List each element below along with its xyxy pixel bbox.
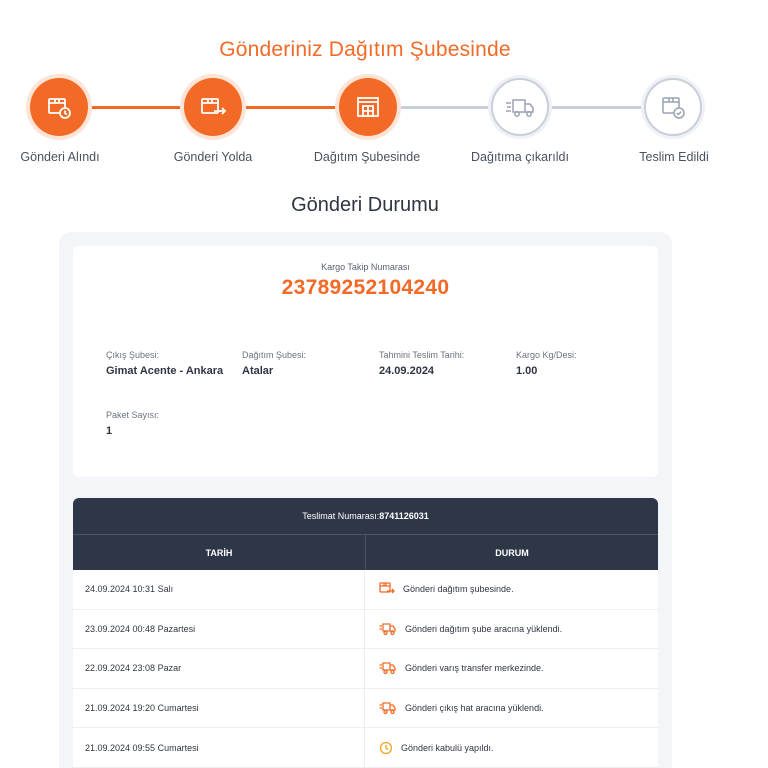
package-arrow-icon xyxy=(197,92,229,122)
weight-value: 1.00 xyxy=(516,365,538,377)
row-date: 23.09.2024 00:48 Pazartesi xyxy=(73,610,365,649)
row-status-text: Gönderi dağıtım şubesinde. xyxy=(403,584,514,595)
weight-field xyxy=(516,350,577,377)
delivery-truck-icon xyxy=(504,94,536,120)
tracking-label: Kargo Takip Numarası xyxy=(321,262,410,272)
progress-stepper xyxy=(0,78,768,178)
packages-field xyxy=(106,410,159,437)
eta-field xyxy=(379,350,464,377)
eta-value: 24.09.2024 xyxy=(379,365,435,377)
packages-value: 1 xyxy=(106,425,113,437)
dest-label: Dağıtım Şubesi: xyxy=(242,350,307,360)
row-date: 22.09.2024 23:08 Pazar xyxy=(73,649,365,688)
row-status xyxy=(365,689,658,728)
eta-label: Tahmini Teslim Tarihi: xyxy=(379,350,465,360)
step-5-circle xyxy=(644,78,702,136)
tracking-number: 23789252104240 xyxy=(281,276,450,299)
package-clock-icon xyxy=(44,92,74,122)
step-3-circle xyxy=(339,78,397,136)
truck-icon xyxy=(379,661,397,675)
delivery-label: Teslimat Numarası: xyxy=(302,511,380,521)
package-arrow-icon xyxy=(379,582,395,596)
dest-value: Atalar xyxy=(242,365,274,377)
col-status-header: DURUM xyxy=(495,548,529,558)
dest-field xyxy=(242,350,306,377)
truck-icon xyxy=(379,701,397,715)
step-4-circle xyxy=(491,78,549,136)
step-connector xyxy=(397,106,493,109)
shipment-info-card xyxy=(73,246,658,477)
step-2-circle xyxy=(184,78,242,136)
status-title: Gönderiniz Dağıtım Şubesinde xyxy=(219,38,511,61)
row-date: 21.09.2024 19:20 Cumartesi xyxy=(73,689,365,728)
row-status xyxy=(365,728,658,767)
step-4-label: Dağıtıma çıkarıldı xyxy=(471,150,569,164)
origin-value: Gimat Acente - Ankara xyxy=(106,365,224,377)
row-status xyxy=(365,610,658,649)
section-title: Gönderi Durumu xyxy=(291,194,439,216)
step-1-label: Gönderi Alındı xyxy=(20,150,100,164)
step-connector xyxy=(87,106,184,109)
warehouse-icon xyxy=(353,92,383,122)
step-3-label: Dağıtım Şubesinde xyxy=(313,150,421,164)
col-date-header: TARİH xyxy=(73,535,366,570)
row-status-text: Gönderi varış transfer merkezinde. xyxy=(405,663,544,674)
origin-field xyxy=(106,350,223,377)
history-table xyxy=(73,498,658,768)
table-row xyxy=(73,649,658,689)
delivery-number: 8741126031 xyxy=(379,511,429,521)
row-status-text: Gönderi kabulü yapıldı. xyxy=(401,742,494,753)
row-date: 24.09.2024 10:31 Salı xyxy=(73,570,365,609)
row-status xyxy=(365,570,658,609)
row-status xyxy=(365,649,658,688)
table-row xyxy=(73,610,658,650)
row-date: 21.09.2024 09:55 Cumartesi xyxy=(73,728,365,767)
clock-icon xyxy=(379,741,393,755)
package-check-icon xyxy=(658,92,688,122)
packages-label: Paket Sayısı: xyxy=(106,410,160,420)
row-status-text: Gönderi dağıtım şube aracına yüklendi. xyxy=(405,623,563,634)
weight-label: Kargo Kg/Desi: xyxy=(516,350,577,360)
table-row xyxy=(73,689,658,729)
table-row xyxy=(73,570,658,610)
origin-label: Çıkış Şubesi: xyxy=(106,350,160,360)
step-connector xyxy=(549,106,646,109)
delivery-number-header xyxy=(73,498,658,534)
step-connector xyxy=(242,106,339,109)
step-2-label: Gönderi Yolda xyxy=(173,150,253,164)
truck-icon xyxy=(379,622,397,636)
table-header xyxy=(73,534,658,570)
table-row xyxy=(73,728,658,768)
row-status-text: Gönderi çıkış hat aracına yüklendi. xyxy=(405,703,544,714)
step-5-label: Teslim Edildi xyxy=(639,150,709,164)
step-1-circle xyxy=(30,78,88,136)
